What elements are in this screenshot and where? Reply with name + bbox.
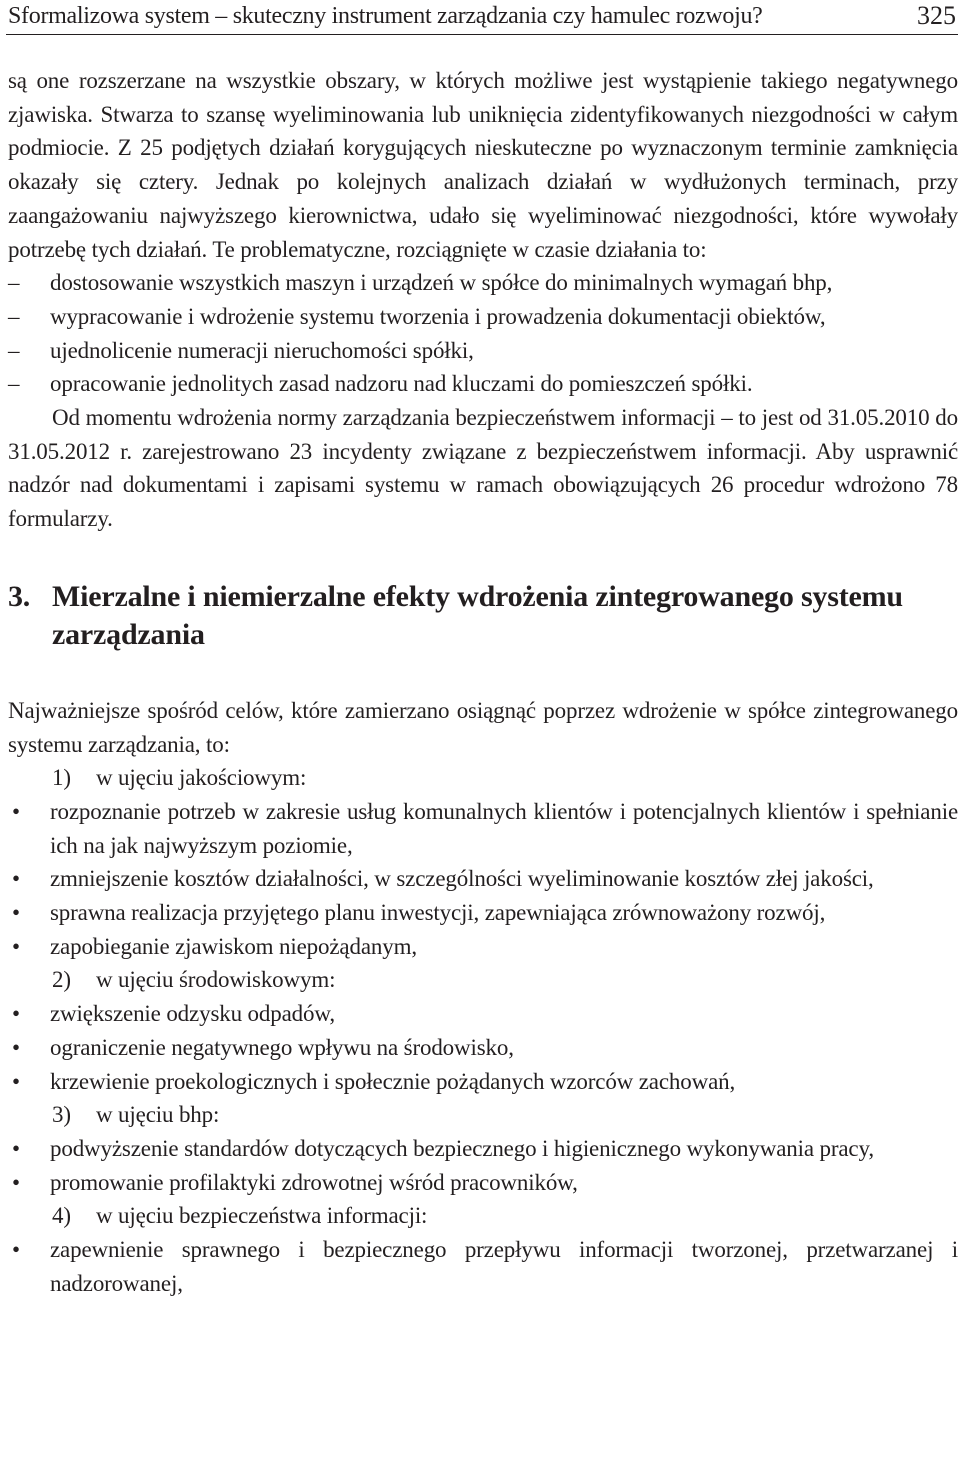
- list-item-text: ograniczenie negatywnego wpływu na środowisko,: [50, 1034, 514, 1060]
- dash-marker: –: [8, 270, 20, 296]
- bullet-marker: •: [12, 1169, 20, 1195]
- section-intro-paragraph: Najważniejsze spośród celów, które zamierzano osiągnąć poprzez wdrożenie w spółce zintegrowanego systemu zarządzania, to:: [8, 697, 958, 757]
- group-number: 2): [52, 967, 71, 993]
- body-text: [8, 64, 958, 1301]
- bullet-marker: •: [12, 900, 20, 926]
- group-heading: [8, 1199, 958, 1233]
- list-item-text: zmniejszenie kosztów działalności, w szczególności wyeliminowanie kosztów złej jakości,: [50, 866, 874, 892]
- page-number: 325: [917, 1, 956, 30]
- section-heading: [8, 578, 958, 654]
- summary-paragraph: Od momentu wdrożenia normy zarządzania bezpieczeństwem informacji – to jest od 31.05.2010 do 31.05.2012 r. zarejestrowano 23 incydenty związane z bezpieczeństwem informacji. Aby usprawnić nadzór nad dokumentami i zapisami systemu w ramach obowiązujących 26 procedur wdrożono 78 formularzy.: [8, 405, 958, 532]
- list-item-text: krzewienie proekologicznych i społecznie pożądanych wzorców zachowań,: [50, 1068, 736, 1094]
- group-label: w ujęciu jakościowym:: [96, 765, 307, 791]
- bullet-marker: •: [12, 798, 20, 824]
- group-number: 1): [52, 765, 71, 791]
- list-item: [8, 930, 958, 964]
- group-label: w ujęciu bhp:: [96, 1102, 220, 1128]
- running-header-title: Sformalizowa system – skuteczny instrument zarządzania czy hamulec rozwoju?: [8, 3, 763, 29]
- dash-marker: –: [8, 303, 20, 329]
- list-item: [8, 1166, 958, 1200]
- bullet-list: [8, 1233, 958, 1300]
- running-header: [6, 0, 958, 35]
- list-item-text: dostosowanie wszystkich maszyn i urządzeń w spółce do minimalnych wymagań bhp,: [50, 270, 833, 296]
- bullet-list: [8, 997, 958, 1098]
- bullet-marker: •: [12, 866, 20, 892]
- group-heading: [8, 963, 958, 997]
- list-item-text: ujednolicenie numeracji nieruchomości spółki,: [50, 337, 474, 363]
- list-item: [8, 896, 958, 930]
- list-item: [8, 1065, 958, 1099]
- bullet-marker: •: [12, 1135, 20, 1161]
- bullet-marker: •: [12, 1001, 20, 1027]
- bullet-marker: •: [12, 1068, 20, 1094]
- group-heading: [8, 1098, 958, 1132]
- list-item: [8, 1233, 958, 1300]
- list-item: [8, 795, 958, 862]
- group-label: w ujęciu środowiskowym:: [96, 967, 336, 993]
- list-item-text: rozpoznanie potrzeb w zakresie usług komunalnych klientów i potencjalnych klientów i spełnianie ich na jak najwyższym poziomie,: [50, 798, 958, 858]
- bullet-marker: •: [12, 933, 20, 959]
- list-item-text: opracowanie jednolitych zasad nadzoru nad kluczami do pomieszczeń spółki.: [50, 371, 753, 397]
- bullet-list: [8, 1132, 958, 1199]
- list-item: [8, 334, 958, 368]
- list-item: [8, 300, 958, 334]
- list-item-text: zwiększenie odzysku odpadów,: [50, 1001, 335, 1027]
- list-item-text: sprawna realizacja przyjętego planu inwestycji, zapewniająca zrównoważony rozwój,: [50, 900, 826, 926]
- bullet-marker: •: [12, 1034, 20, 1060]
- dash-marker: –: [8, 371, 20, 397]
- document-page: [6, 0, 960, 1482]
- intro-paragraph: są one rozszerzane na wszystkie obszary, w których możliwe jest wystąpienie takiego negatywnego zjawiska. Stwarza to szansę wyeliminowania lub uniknięcia zidentyfikowanych niezgodności w całym podmiocie. Z 25 podjętych działań korygujących nieskuteczne po wyznaczonym terminie zamknięcia okazały się cztery. Jednak po kolejnych analizach działań w wydłużonych terminach, przy zaangażowaniu najwyższego kierownictwa, udało się wyeliminować niezgodności, które wywołały potrzebę tych działań. Te problematyczne, rozciągnięte w czasie działania to:: [8, 68, 958, 262]
- list-item-text: wypracowanie i wdrożenie systemu tworzenia i prowadzenia dokumentacji obiektów,: [50, 303, 826, 329]
- section-number: 3.: [8, 579, 31, 613]
- list-item-text: podwyższenie standardów dotyczących bezpiecznego i higienicznego wykonywania pracy,: [50, 1135, 874, 1161]
- list-item: [8, 1031, 958, 1065]
- list-item-text: zapewnienie sprawnego i bezpiecznego przepływu informacji tworzonej, przetwarzanej i nadzorowanej,: [50, 1237, 958, 1296]
- group-heading: [8, 761, 958, 795]
- list-item: [8, 862, 958, 896]
- bullet-marker: •: [12, 1237, 20, 1263]
- list-item: [8, 367, 958, 401]
- list-item-text: zapobieganie zjawiskom niepożądanym,: [50, 933, 417, 959]
- list-item: [8, 266, 958, 300]
- group-number: 3): [52, 1102, 71, 1128]
- group-label: w ujęciu bezpieczeństwa informacji:: [96, 1203, 428, 1229]
- group-number: 4): [52, 1203, 71, 1229]
- list-item: [8, 997, 958, 1031]
- list-item: [8, 1132, 958, 1166]
- section-title: Mierzalne i niemierzalne efekty wdrożenia zintegrowanego systemu zarządzania: [52, 579, 903, 651]
- dash-list: [8, 266, 958, 401]
- list-item-text: promowanie profilaktyki zdrowotnej wśród pracowników,: [50, 1169, 578, 1195]
- dash-marker: –: [8, 337, 20, 363]
- bullet-list: [8, 795, 958, 964]
